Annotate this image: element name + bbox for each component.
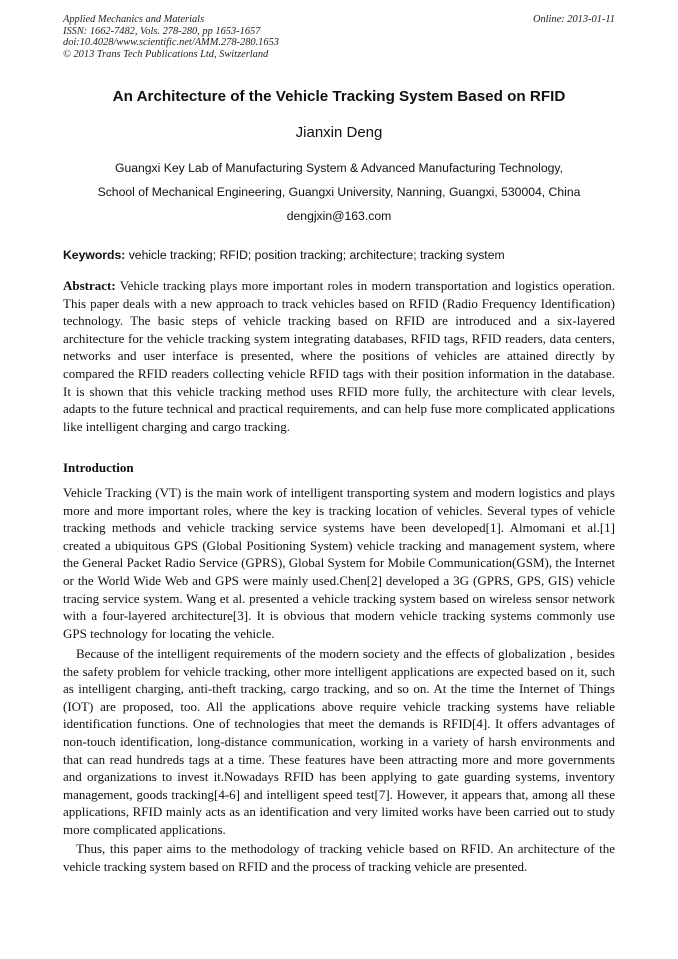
abstract-label: Abstract:	[63, 278, 116, 293]
intro-paragraph-1: Vehicle Tracking (VT) is the main work of intelligent transporting system and modern logistics and plays more and more important roles, where the key is tracking location of vehicles. Several types of vehicle tracking methods and vehicle tracking service systems have been developed[1]. Almomani et al.[1] created a ubiquitous GPS (Global Positioning System) vehicle tracking and management system, where the General Packet Radio Service (GPRS), Global System for Mobile Communication(GSM), the Internet or the World Wide Web and GPS were mainly used.Chen[2] developed a 3G (GPRS, GPS, GIS) vehicle tracing service system. Wang et al. presented a vehicle tracking system based on wireless sensor network with a four-layered architecture[3]. It is obvious that modern vehicle tracking systems commonly use GPS technology for locating the vehicle.	[63, 485, 615, 641]
online-date: Online: 2013-01-11	[532, 14, 615, 25]
journal-doi: doi:10.4028/www.scientific.net/AMM.278-280.1653	[63, 37, 279, 49]
journal-copyright: © 2013 Trans Tech Publications Ltd, Switzerland	[63, 48, 269, 60]
journal-header	[63, 14, 615, 60]
abstract-text: Vehicle tracking plays more important roles in modern transportation and logistics operation. This paper deals with a new approach to track vehicles based on RFID (Radio Frequency Identification) technology. The basic steps of vehicle tracking based on RFID are introduced and a six-layered architecture for the vehicle tracking system integrating databases, RFID tags, RFID readers, data centers, networks and user interface is presented, where the positions of vehicles are attained directly by compared the RFID readers collecting vehicle RFID tags with their position information in the database. It is shown that this vehicle tracking method uses RFID more fully, the architecture with clear levels, adapts to the future technical and practical requirements, and can help fuse more complicated applications like intelligent charging and cargo tracking.	[63, 278, 615, 434]
affiliation-line-2: School of Mechanical Engineering, Guangxi University, Nanning, Guangxi, 530004, China	[97, 185, 581, 199]
section-heading-introduction: Introduction	[63, 460, 134, 475]
intro-paragraph-3: Thus, this paper aims to the methodology of tracking vehicle based on RFID. An architecture of the vehicle tracking system based on RFID and the process of tracking vehicle are presented.	[63, 841, 615, 874]
affiliation-line-1: Guangxi Key Lab of Manufacturing System & Advanced Manufacturing Technology,	[114, 161, 564, 175]
paper-author: Jianxin Deng	[295, 124, 383, 141]
journal-issn: ISSN: 1662-7482, Vols. 278-280, pp 1653-1657	[63, 25, 261, 37]
abstract	[63, 277, 615, 435]
author-email: dengjxin@163.com	[286, 209, 392, 223]
keywords-label: Keywords:	[63, 248, 126, 262]
journal-name: Applied Mechanics and Materials	[63, 14, 205, 25]
keywords-text: vehicle tracking; RFID; position tracking; architecture; tracking system	[125, 248, 505, 262]
paper-title: An Architecture of the Vehicle Tracking System Based on RFID	[112, 88, 566, 105]
keywords	[63, 248, 615, 262]
intro-paragraph-2: Because of the intelligent requirements of the modern society and the effects of globalization , besides the safety problem for vehicle tracking, other more intelligent applications are expected based on it, such as intelligent charging, anti-theft tracking, cargo tracking, and so on. At the time the Internet of Things (IOT) are proposed, too. All the applications above require vehicle tracking systems have reliable identification functions. One of technologies that meet the demands is RFID[4]. It offers advantages of non-touch identification, long-distance communication, working in a variety of harsh environments and that can read hundreds tags at a time. These features have been attracting more and more governments and organizations to invest it.Nowadays RFID has been applying to gate guarding systems, inventory management, goods tracking[4-6] and intelligent speed test[7]. However, it appears that, among all these applications, RFID mainly acts as an identification and very limited works have been carried out to study more complicated applications.	[63, 646, 615, 837]
